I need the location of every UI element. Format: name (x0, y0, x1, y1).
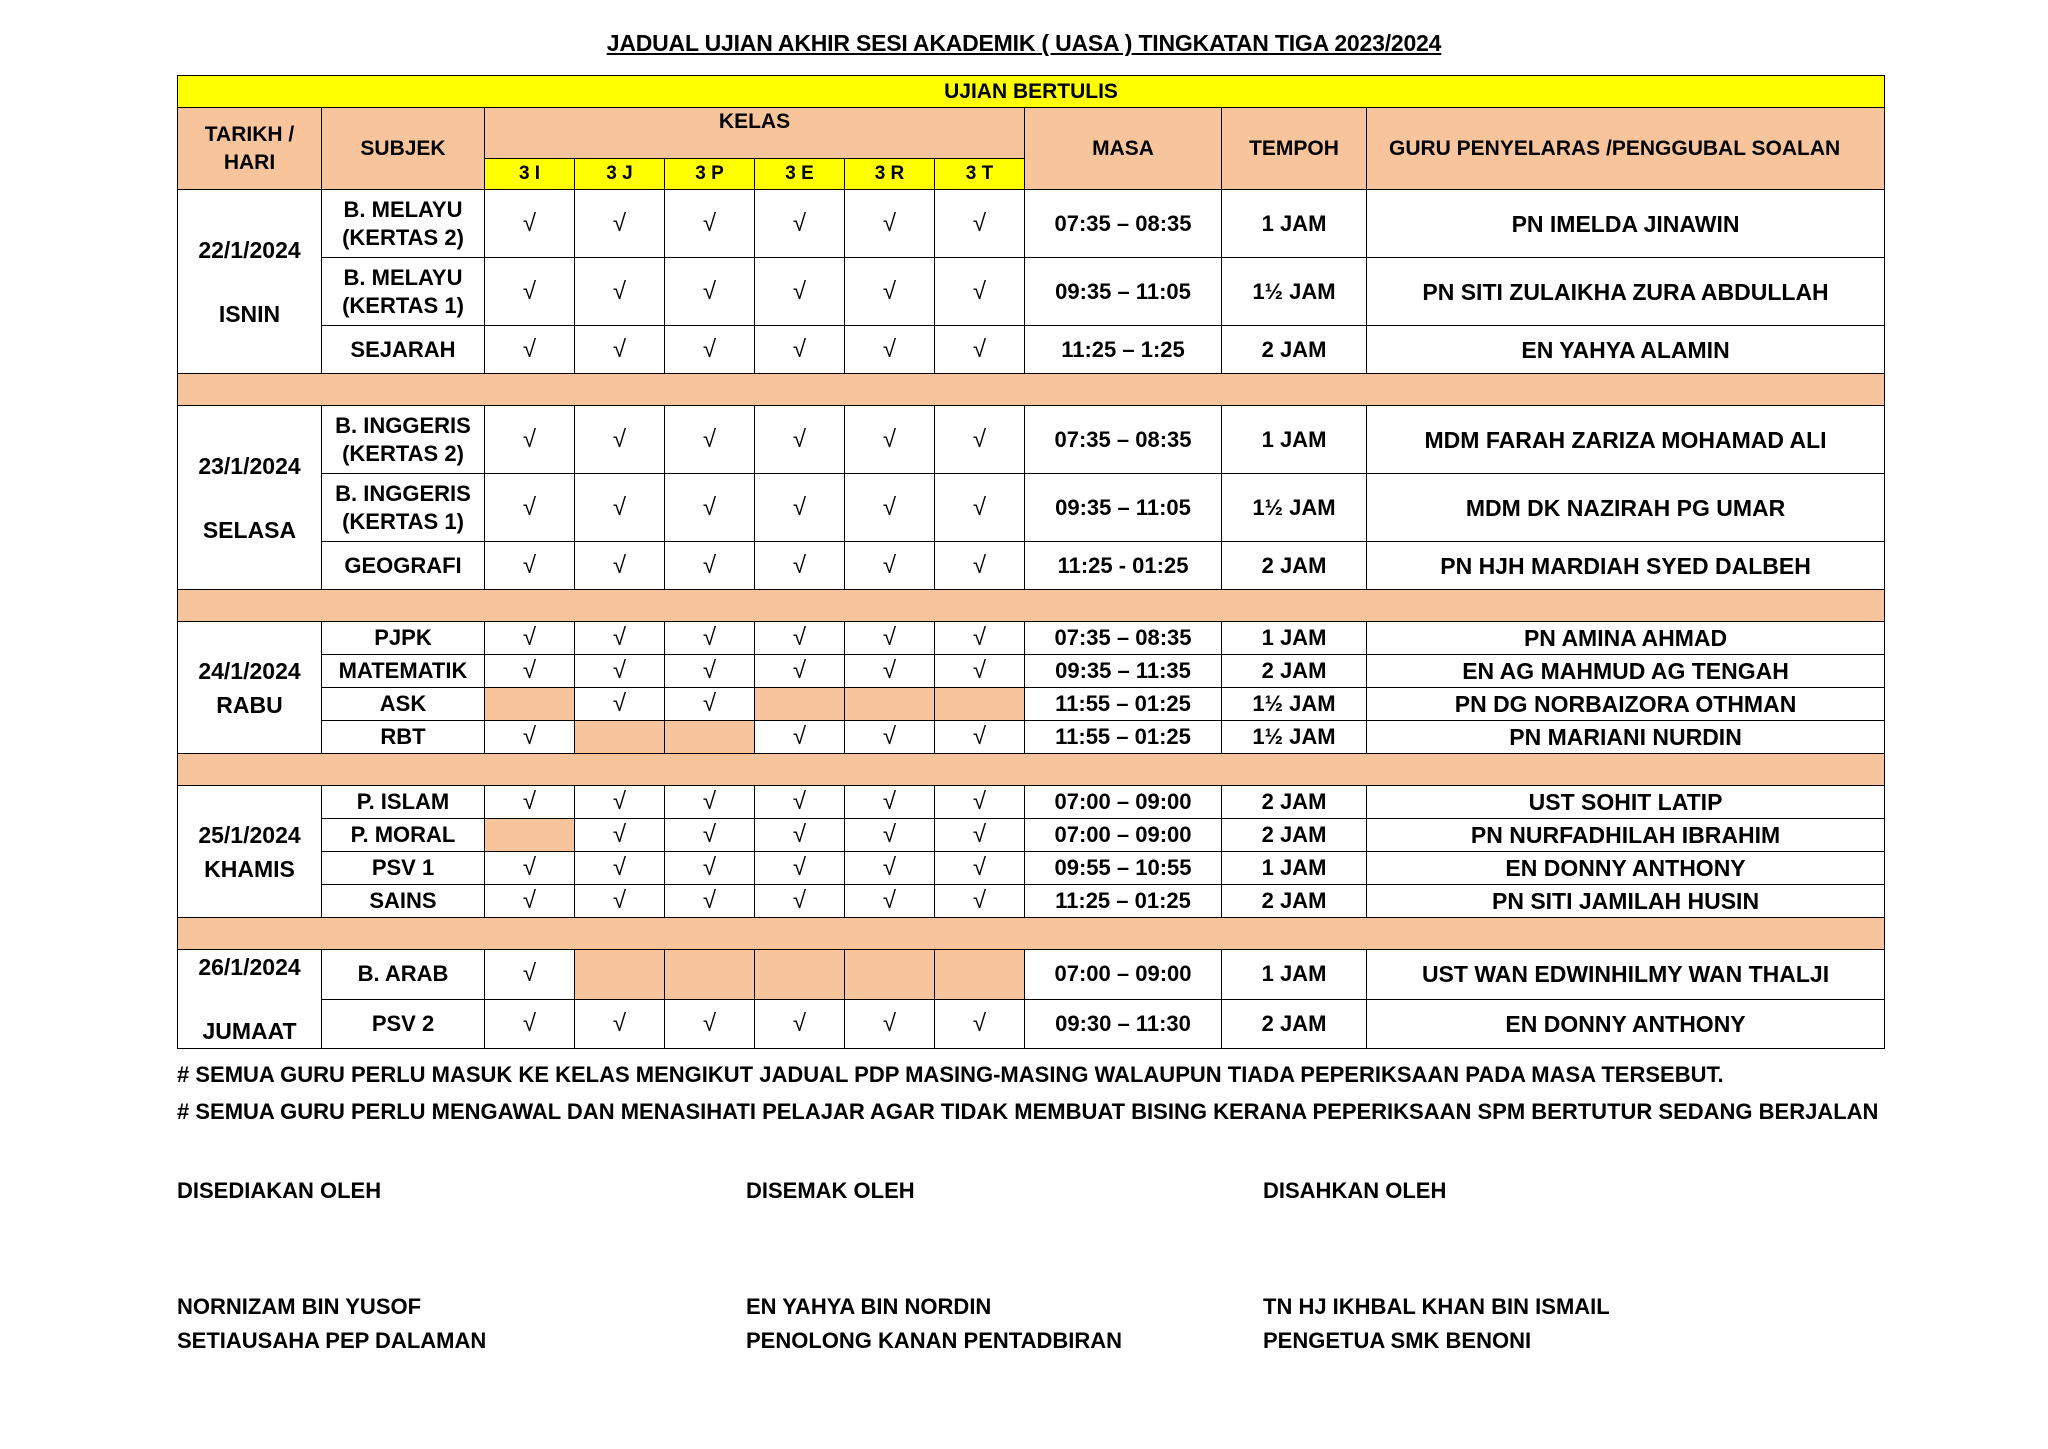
check-mark: √ (755, 474, 845, 542)
teacher-cell: EN AG MAHMUD AG TENGAH (1367, 655, 1885, 688)
check-mark: √ (665, 885, 755, 918)
date-cell (178, 190, 322, 374)
subject-name: PSV 2 (371, 1010, 435, 1036)
day-separator (178, 918, 1885, 950)
subject-name: RBT (380, 724, 426, 749)
header-date (178, 108, 322, 190)
schedule-row (178, 688, 1885, 721)
check-mark: √ (935, 474, 1025, 542)
not-applicable-cell (755, 950, 845, 1000)
teacher-cell: MDM FARAH ZARIZA MOHAMAD ALI (1367, 406, 1885, 474)
class-header-3p: 3 P (665, 159, 755, 190)
subject-cell (322, 326, 485, 374)
check-mark: √ (575, 326, 665, 374)
signature-label-checked: DISEMAK OLEH (746, 1178, 915, 1203)
not-applicable-cell (575, 950, 665, 1000)
time-cell: 07:00 – 09:00 (1025, 950, 1222, 1000)
subject-name: SAINS (369, 888, 437, 913)
subject-cell (322, 622, 485, 655)
subject-cell (322, 885, 485, 918)
check-mark: √ (485, 655, 575, 688)
subject-name: GEOGRAFI (344, 552, 462, 578)
check-mark: √ (665, 786, 755, 819)
date-cell (178, 950, 322, 1049)
exam-date: 25/1/2024 (198, 821, 301, 848)
schedule-row (178, 950, 1885, 1000)
check-mark: √ (845, 326, 935, 374)
schedule-row (178, 852, 1885, 885)
check-mark: √ (575, 406, 665, 474)
subject-cell (322, 190, 485, 258)
check-mark: √ (755, 258, 845, 326)
class-header-3j: 3 J (575, 159, 665, 190)
teacher-cell: MDM DK NAZIRAH PG UMAR (1367, 474, 1885, 542)
check-mark: √ (485, 622, 575, 655)
date-spacer (178, 984, 321, 1014)
not-applicable-cell (935, 688, 1025, 721)
check-mark: √ (935, 622, 1025, 655)
check-mark: √ (575, 819, 665, 852)
not-applicable-cell (665, 721, 755, 754)
duration-cell: 1 JAM (1222, 190, 1367, 258)
check-mark: √ (755, 622, 845, 655)
exam-date: 22/1/2024 (198, 236, 301, 263)
schedule-row (178, 542, 1885, 590)
check-mark: √ (665, 326, 755, 374)
check-mark: √ (665, 474, 755, 542)
note-2: # SEMUA GURU PERLU MENGAWAL DAN MENASIHATI PELAJAR AGAR TIDAK MEMBUAT BISING KERANA PEPERIKSAAN SPM BERTUTUR SEDANG BERJALAN (177, 1099, 1879, 1124)
check-mark: √ (575, 542, 665, 590)
check-mark: √ (665, 655, 755, 688)
subject-name: P. ISLAM (356, 789, 450, 814)
teacher-cell: UST WAN EDWINHILMY WAN THALJI (1367, 950, 1885, 1000)
class-header-3e: 3 E (755, 159, 845, 190)
check-mark: √ (665, 688, 755, 721)
check-mark: √ (755, 999, 845, 1049)
signature-name-approved: TN HJ IKHBAL KHAN BIN ISMAIL (1263, 1294, 1610, 1319)
duration-cell: 1½ JAM (1222, 688, 1367, 721)
signature-position-checked: PENOLONG KANAN PENTADBIRAN (746, 1328, 1123, 1353)
subject-name: MATEMATIK (338, 658, 468, 683)
check-mark: √ (575, 258, 665, 326)
duration-cell: 2 JAM (1222, 326, 1367, 374)
schedule-row (178, 326, 1885, 374)
check-mark: √ (935, 326, 1025, 374)
check-mark: √ (665, 406, 755, 474)
check-mark: √ (665, 258, 755, 326)
check-mark: √ (575, 688, 665, 721)
schedule-row (178, 190, 1885, 258)
check-mark: √ (485, 885, 575, 918)
signature-position-prepared: SETIAUSAHA PEP DALAMAN (177, 1328, 487, 1353)
time-cell: 07:35 – 08:35 (1025, 190, 1222, 258)
check-mark: √ (755, 852, 845, 885)
not-applicable-cell (935, 950, 1025, 1000)
not-applicable-cell (575, 721, 665, 754)
schedule-row (178, 655, 1885, 688)
check-mark: √ (845, 819, 935, 852)
check-mark: √ (845, 622, 935, 655)
class-header-3r: 3 R (845, 159, 935, 190)
schedule-row (178, 721, 1885, 754)
subject-cell (322, 258, 485, 326)
time-cell: 09:35 – 11:05 (1025, 474, 1222, 542)
exam-day: SELASA (202, 516, 297, 543)
teacher-cell: EN YAHYA ALAMIN (1367, 326, 1885, 374)
time-cell: 11:25 – 1:25 (1025, 326, 1222, 374)
header-date-line2: HARI (223, 150, 276, 174)
date-cell (178, 406, 322, 590)
duration-cell: 2 JAM (1222, 819, 1367, 852)
check-mark: √ (755, 326, 845, 374)
check-mark: √ (845, 852, 935, 885)
header-masa: MASA (1025, 108, 1222, 190)
check-mark: √ (485, 190, 575, 258)
check-mark: √ (575, 786, 665, 819)
exam-date: 26/1/2024 (198, 954, 301, 980)
day-separator-row (178, 374, 1885, 406)
duration-cell: 1½ JAM (1222, 258, 1367, 326)
check-mark: √ (485, 852, 575, 885)
teacher-cell: PN AMINA AHMAD (1367, 622, 1885, 655)
subject-cell (322, 406, 485, 474)
check-mark: √ (665, 542, 755, 590)
subject-paper: (KERTAS 1) (342, 508, 464, 534)
duration-cell: 2 JAM (1222, 885, 1367, 918)
teacher-cell: EN DONNY ANTHONY (1367, 999, 1885, 1049)
check-mark: √ (755, 190, 845, 258)
check-mark: √ (575, 655, 665, 688)
subject-name: B. MELAYU (343, 196, 463, 222)
signature-name-prepared: NORNIZAM BIN YUSOF (177, 1294, 422, 1319)
not-applicable-cell (485, 819, 575, 852)
teacher-cell: PN IMELDA JINAWIN (1367, 190, 1885, 258)
subject-paper: (KERTAS 2) (342, 224, 464, 250)
exam-day: KHAMIS (204, 855, 295, 882)
check-mark: √ (845, 721, 935, 754)
subject-paper: (KERTAS 2) (342, 440, 464, 466)
check-mark: √ (845, 786, 935, 819)
subject-cell (322, 786, 485, 819)
check-mark: √ (755, 885, 845, 918)
date-spacer (178, 483, 321, 513)
subject-name: B. INGGERIS (335, 412, 471, 438)
time-cell: 11:25 – 01:25 (1025, 885, 1222, 918)
duration-cell: 1½ JAM (1222, 474, 1367, 542)
date-cell (178, 786, 322, 918)
check-mark: √ (665, 852, 755, 885)
check-mark: √ (755, 406, 845, 474)
check-mark: √ (485, 786, 575, 819)
check-mark: √ (845, 474, 935, 542)
check-mark: √ (935, 542, 1025, 590)
subject-name: P. MORAL (350, 822, 456, 847)
not-applicable-cell (845, 688, 935, 721)
schedule-row (178, 786, 1885, 819)
time-cell: 09:30 – 11:30 (1025, 999, 1222, 1049)
check-mark: √ (485, 258, 575, 326)
note-1: # SEMUA GURU PERLU MASUK KE KELAS MENGIKUT JADUAL PDP MASING-MASING WALAUPUN TIADA PEPERIKSAAN PADA MASA TERSEBUT. (177, 1062, 1724, 1087)
check-mark: √ (935, 786, 1025, 819)
check-mark: √ (575, 622, 665, 655)
schedule-row (178, 474, 1885, 542)
check-mark: √ (485, 542, 575, 590)
check-mark: √ (935, 721, 1025, 754)
exam-day: ISNIN (218, 300, 281, 327)
check-mark: √ (755, 819, 845, 852)
day-separator-row (178, 754, 1885, 786)
signature-position-approved: PENGETUA SMK BENONI (1263, 1328, 1532, 1353)
check-mark: √ (845, 885, 935, 918)
check-mark: √ (665, 190, 755, 258)
header-subject: SUBJEK (322, 108, 485, 190)
teacher-cell: UST SOHIT LATIP (1367, 786, 1885, 819)
exam-schedule-table (177, 75, 1885, 1049)
check-mark: √ (755, 786, 845, 819)
check-mark: √ (935, 258, 1025, 326)
subject-cell (322, 655, 485, 688)
check-mark: √ (575, 999, 665, 1049)
duration-cell: 2 JAM (1222, 999, 1367, 1049)
duration-cell: 1 JAM (1222, 950, 1367, 1000)
exam-day: JUMAAT (202, 1018, 297, 1044)
subject-cell (322, 474, 485, 542)
signature-label-prepared: DISEDIAKAN OLEH (177, 1178, 382, 1203)
teacher-cell: PN MARIANI NURDIN (1367, 721, 1885, 754)
check-mark: √ (935, 852, 1025, 885)
teacher-cell: EN DONNY ANTHONY (1367, 852, 1885, 885)
schedule-row (178, 999, 1885, 1049)
time-cell: 07:35 – 08:35 (1025, 622, 1222, 655)
check-mark: √ (845, 542, 935, 590)
check-mark: √ (485, 474, 575, 542)
subject-name: B. ARAB (357, 961, 449, 987)
duration-cell: 1½ JAM (1222, 721, 1367, 754)
not-applicable-cell (755, 688, 845, 721)
check-mark: √ (665, 819, 755, 852)
check-mark: √ (845, 655, 935, 688)
date-spacer (178, 267, 321, 297)
header-tempoh: TEMPOH (1222, 108, 1367, 190)
subject-cell (322, 819, 485, 852)
teacher-cell: PN SITI JAMILAH HUSIN (1367, 885, 1885, 918)
header-row (178, 108, 1885, 159)
day-separator (178, 754, 1885, 786)
subject-name: PJPK (374, 625, 432, 650)
check-mark: √ (485, 721, 575, 754)
check-mark: √ (935, 999, 1025, 1049)
subject-cell (322, 721, 485, 754)
teacher-cell: PN NURFADHILAH IBRAHIM (1367, 819, 1885, 852)
schedule-row (178, 406, 1885, 474)
time-cell: 09:55 – 10:55 (1025, 852, 1222, 885)
subject-cell (322, 950, 485, 1000)
check-mark: √ (845, 999, 935, 1049)
check-mark: √ (485, 999, 575, 1049)
check-mark: √ (755, 721, 845, 754)
banner-cell: UJIAN BERTULIS (178, 76, 1885, 108)
banner-row (178, 76, 1885, 108)
schedule-row (178, 622, 1885, 655)
time-cell: 11:55 – 01:25 (1025, 721, 1222, 754)
check-mark: √ (665, 622, 755, 655)
subject-name: B. MELAYU (343, 264, 463, 290)
schedule-row (178, 258, 1885, 326)
check-mark: √ (485, 406, 575, 474)
class-header-3t: 3 T (935, 159, 1025, 190)
teacher-cell: PN HJH MARDIAH SYED DALBEH (1367, 542, 1885, 590)
check-mark: √ (485, 326, 575, 374)
signature-label-approved: DISAHKAN OLEH (1263, 1178, 1447, 1203)
schedule-row (178, 819, 1885, 852)
check-mark: √ (935, 190, 1025, 258)
check-mark: √ (755, 655, 845, 688)
day-separator-row (178, 590, 1885, 622)
check-mark: √ (935, 406, 1025, 474)
subject-cell (322, 999, 485, 1049)
check-mark: √ (845, 190, 935, 258)
exam-date: 24/1/2024 (198, 657, 301, 684)
time-cell: 11:25 - 01:25 (1025, 542, 1222, 590)
duration-cell: 1 JAM (1222, 622, 1367, 655)
duration-cell: 1 JAM (1222, 406, 1367, 474)
time-cell: 07:00 – 09:00 (1025, 786, 1222, 819)
teacher-cell: PN SITI ZULAIKHA ZURA ABDULLAH (1367, 258, 1885, 326)
exam-day: RABU (216, 691, 283, 718)
duration-cell: 2 JAM (1222, 786, 1367, 819)
teacher-cell: PN DG NORBAIZORA OTHMAN (1367, 688, 1885, 721)
duration-cell: 2 JAM (1222, 655, 1367, 688)
exam-date: 23/1/2024 (198, 452, 301, 479)
date-cell (178, 622, 322, 754)
subject-paper: (KERTAS 1) (342, 292, 464, 318)
check-mark: √ (935, 655, 1025, 688)
duration-cell: 2 JAM (1222, 542, 1367, 590)
check-mark: √ (665, 999, 755, 1049)
subject-name: SEJARAH (350, 336, 456, 362)
header-kelas: KELAS (485, 108, 1025, 159)
day-separator-row (178, 918, 1885, 950)
check-mark: √ (575, 852, 665, 885)
header-date-line1: TARIKH / (204, 122, 295, 146)
check-mark: √ (935, 819, 1025, 852)
check-mark: √ (575, 885, 665, 918)
time-cell: 09:35 – 11:35 (1025, 655, 1222, 688)
signature-name-checked: EN YAHYA BIN NORDIN (746, 1294, 992, 1319)
time-cell: 09:35 – 11:05 (1025, 258, 1222, 326)
not-applicable-cell (845, 950, 935, 1000)
check-mark: √ (845, 406, 935, 474)
check-mark: √ (485, 950, 575, 1000)
document-title: JADUAL UJIAN AKHIR SESI AKADEMIK ( UASA ) TINGKATAN TIGA 2023/2024 (606, 30, 1442, 56)
time-cell: 07:35 – 08:35 (1025, 406, 1222, 474)
schedule-row (178, 885, 1885, 918)
time-cell: 07:00 – 09:00 (1025, 819, 1222, 852)
not-applicable-cell (665, 950, 755, 1000)
subject-cell (322, 542, 485, 590)
check-mark: √ (935, 885, 1025, 918)
subject-name: PSV 1 (371, 855, 435, 880)
subject-cell (322, 852, 485, 885)
duration-cell: 1 JAM (1222, 852, 1367, 885)
check-mark: √ (755, 542, 845, 590)
day-separator (178, 374, 1885, 406)
check-mark: √ (575, 474, 665, 542)
class-header-3i: 3 I (485, 159, 575, 190)
subject-name: ASK (379, 691, 427, 716)
subject-name: B. INGGERIS (335, 480, 471, 506)
subject-cell (322, 688, 485, 721)
check-mark: √ (845, 258, 935, 326)
not-applicable-cell (485, 688, 575, 721)
header-guru: GURU PENYELARAS /PENGGUBAL SOALAN (1367, 108, 1885, 190)
time-cell: 11:55 – 01:25 (1025, 688, 1222, 721)
check-mark: √ (575, 190, 665, 258)
day-separator (178, 590, 1885, 622)
